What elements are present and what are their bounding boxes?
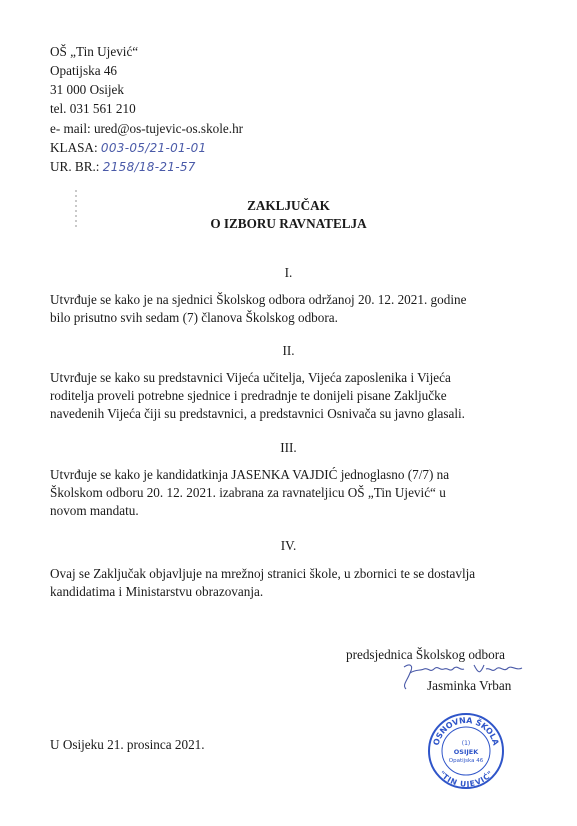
stamp-bottom-arc: "TIN UJEVIĆ": [437, 769, 495, 789]
section-3-line-3: novom mandatu.: [50, 503, 139, 518]
stamp-city: OSIJEK: [453, 748, 479, 756]
section-numeral-3: III.: [280, 440, 297, 455]
section-text-2: [50, 369, 530, 423]
section-4-line-1: Ovaj se Zaključak objavljuje na mrežnoj stranici škole, u zbornici te se dostavlja: [50, 566, 476, 581]
school-stamp: [426, 711, 506, 791]
section-numeral-2: II.: [282, 343, 295, 358]
section-2-line-1: Utvrđuje se kako su predstavnici Vijeća učitelja, Vijeća zaposlenika i Vijeća: [50, 370, 451, 385]
klasa-row: [50, 140, 206, 156]
section-2-line-2: roditelja proveli potrebne sjednice i predradnje te donijeli pisane Zaključke: [50, 388, 447, 403]
place-date: U Osijeku 21. prosinca 2021.: [50, 737, 205, 752]
section-4-line-2: kandidatima i Ministarstvu obrazovanja.: [50, 584, 264, 599]
section-text-1: [50, 291, 530, 327]
urbr-label: UR. BR.:: [50, 159, 100, 174]
section-1-line-1: Utvrđuje se kako je na sjednici Školskog odbora održanoj 20. 12. 2021. godine: [50, 292, 467, 307]
stamp-number: (1): [461, 740, 471, 747]
section-text-3: [50, 466, 530, 520]
document-title: ZAKLJUČAK: [247, 198, 330, 213]
section-3-line-1: Utvrđuje se kako je kandidatkinja JASENKA VAJDIĆ jednoglasno (7/7) na: [50, 467, 450, 482]
section-1-line-2: bilo prisutno svih sedam (7) članova Školskog odbora.: [50, 310, 338, 325]
section-numeral-4: IV.: [280, 538, 297, 553]
stamp-top-arc: OSNOVNA ŠKOLA: [431, 715, 501, 747]
stamp-street: Opatijska 46: [448, 758, 484, 764]
urbr-value: 2158/18-21-57: [102, 160, 196, 174]
urbr-row: [50, 159, 196, 175]
school-street: Opatijska 46: [50, 63, 118, 78]
school-email: e- mail: ured@os-tujevic-os.skole.hr: [50, 121, 244, 136]
signatory-role: predsjednica Školskog odbora: [346, 647, 505, 662]
signatory-name: Jasminka Vrban: [427, 678, 512, 693]
section-2-line-3: navedenih Vijeća čiji su predstavnici, a predstavnici Osnivača su javno glasali.: [50, 406, 465, 421]
school-city: 31 000 Osijek: [50, 82, 124, 97]
section-3-line-2: Školskom odboru 20. 12. 2021. izabrana za ravnateljicu OŠ „Tin Ujević“ u: [50, 485, 446, 500]
section-numeral-1: I.: [284, 265, 293, 280]
document-subtitle: O IZBORU RAVNATELJA: [210, 216, 367, 231]
section-text-4: [50, 565, 530, 601]
klasa-label: KLASA:: [50, 140, 98, 155]
school-name: OŠ „Tin Ujević“: [50, 44, 139, 59]
klasa-value: 003-05/21-01-01: [100, 141, 207, 155]
school-phone: tel. 031 561 210: [50, 101, 136, 116]
